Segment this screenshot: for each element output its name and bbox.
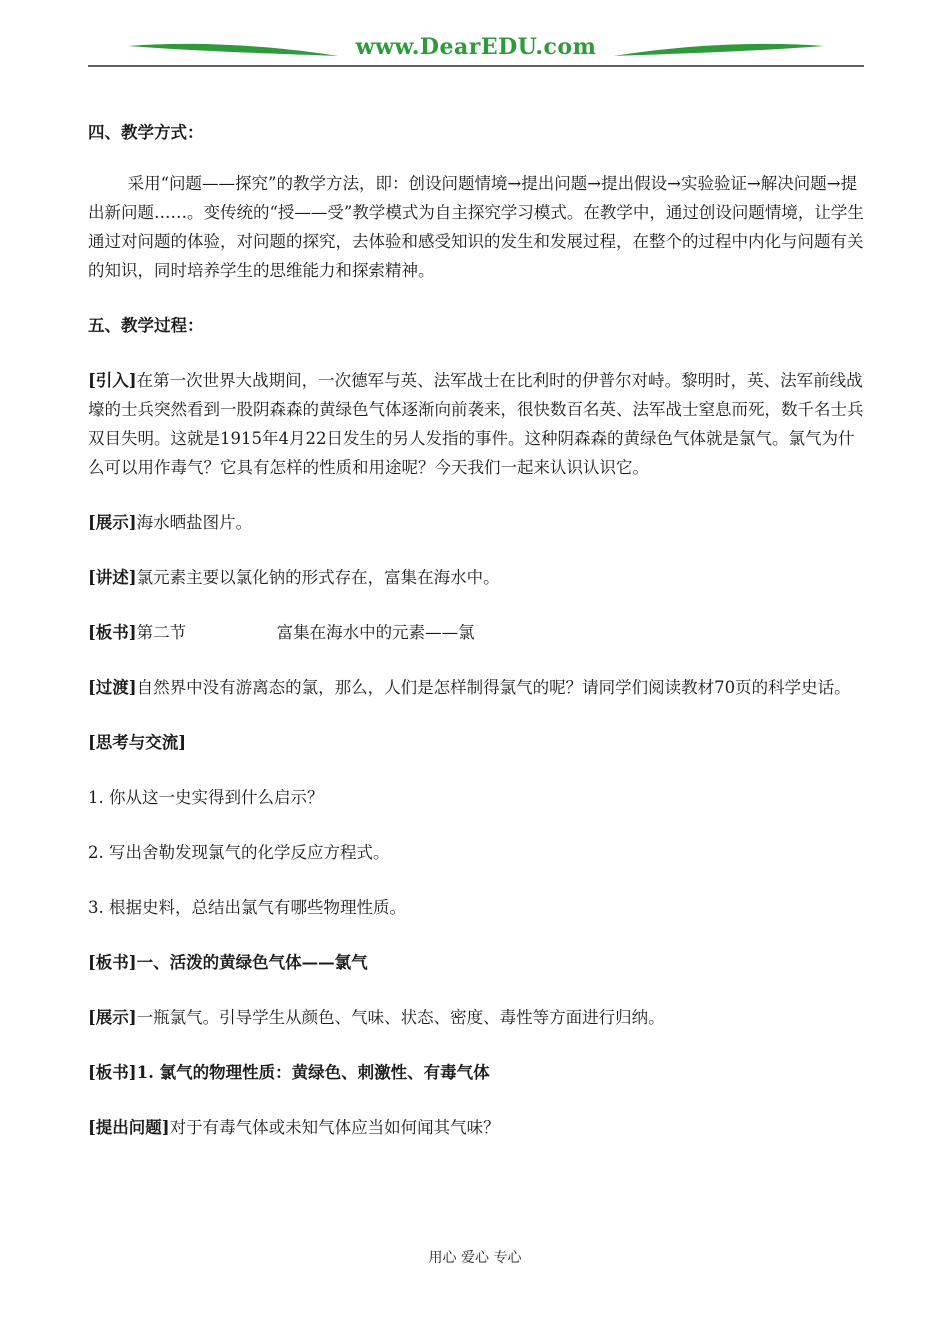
ask-text: 对于有毒气体或未知气体应当如何闻其气味？ xyxy=(169,1118,500,1137)
ask-tag: [提出问题] xyxy=(88,1118,170,1137)
show1-tag: [展示] xyxy=(88,513,137,532)
question-1: 1. 你从这一史实得到什么启示？ xyxy=(88,788,324,807)
show1-paragraph xyxy=(88,508,864,537)
show2-paragraph xyxy=(88,1003,864,1032)
show1-text: 海水晒盐图片。 xyxy=(136,513,253,532)
board1-paragraph xyxy=(88,618,864,647)
board1-text-a: 第二节 xyxy=(136,623,187,642)
board1-tag: [板书] xyxy=(88,623,137,642)
show2-tag: [展示] xyxy=(88,1008,137,1027)
transition-text: 自然界中没有游离态的氯，那么，人们是怎样制得氯气的呢？请同学们阅读教材70页的科学史话。 xyxy=(136,678,851,697)
site-header xyxy=(88,30,864,70)
explain-paragraph xyxy=(88,563,864,592)
site-logo: www.DearEDU.com xyxy=(355,34,597,60)
board3-paragraph xyxy=(88,1058,864,1087)
transition-tag: [过渡] xyxy=(88,678,137,697)
transition-paragraph xyxy=(88,673,864,702)
question-2: 2. 写出舍勒发现氯气的化学反应方程式。 xyxy=(88,843,390,862)
method-paragraph: 采用“问题——探究”的教学方法，即：创设问题情境→提出问题→提出假设→实验验证→解决问题→提出新问题……。变传统的“授——受”教学模式为自主探究学习模式。在教学中，通过创设问题情境，让学生通过对问题的体验，对问题的探究，去体验和感受知识的发生和发展过程，在整个的过程中内化与问题有关的知识，同时培养学生的思维能力和探索精神。 xyxy=(88,174,864,280)
board1-text-b: 富集在海水中的元素——氯 xyxy=(276,623,475,642)
intro-paragraph xyxy=(88,366,864,482)
explain-tag: [讲述] xyxy=(88,568,137,587)
board2-text: 一、活泼的黄绿色气体——氯气 xyxy=(136,953,368,972)
show2-text: 一瓶氯气。引导学生从颜色、气味、状态、密度、毒性等方面进行归纳。 xyxy=(136,1008,665,1027)
explain-text: 氯元素主要以氯化钠的形式存在，富集在海水中。 xyxy=(136,568,500,587)
question-3: 3. 根据史料，总结出氯气有哪些物理性质。 xyxy=(88,898,406,917)
page-footer: 用心 爱心 专心 xyxy=(428,1250,522,1266)
intro-text: 在第一次世界大战期间，一次德军与英、法军战士在比利时的伊普尔对峙。黎明时，英、法军前线战壕的士兵突然看到一股阴森森的黄绿色气体逐渐向前袭来，很快数百名英、法军战士窒息而死，数千名士兵双目失明。这就是1915年4月22日发生的另人发指的事件。这种阴森森的黄绿色气体就是氯气。氯气为什么可以用作毒气？它具有怎样的性质和用途呢？今天我们一起来认识认识它。 xyxy=(88,371,864,477)
document-body xyxy=(88,118,864,1142)
think-tag: [思考与交流] xyxy=(88,733,187,752)
section-heading-method: 四、教学方式： xyxy=(88,123,204,142)
board3-tag: [板书] xyxy=(88,1063,137,1082)
section-heading-process: 五、教学过程： xyxy=(88,316,204,335)
intro-tag: [引入] xyxy=(88,371,137,390)
board2-paragraph xyxy=(88,948,864,977)
ask-paragraph xyxy=(88,1113,864,1142)
board3-text: 1. 氯气的物理性质：黄绿色、刺激性、有毒气体 xyxy=(136,1063,490,1082)
board2-tag: [板书] xyxy=(88,953,137,972)
